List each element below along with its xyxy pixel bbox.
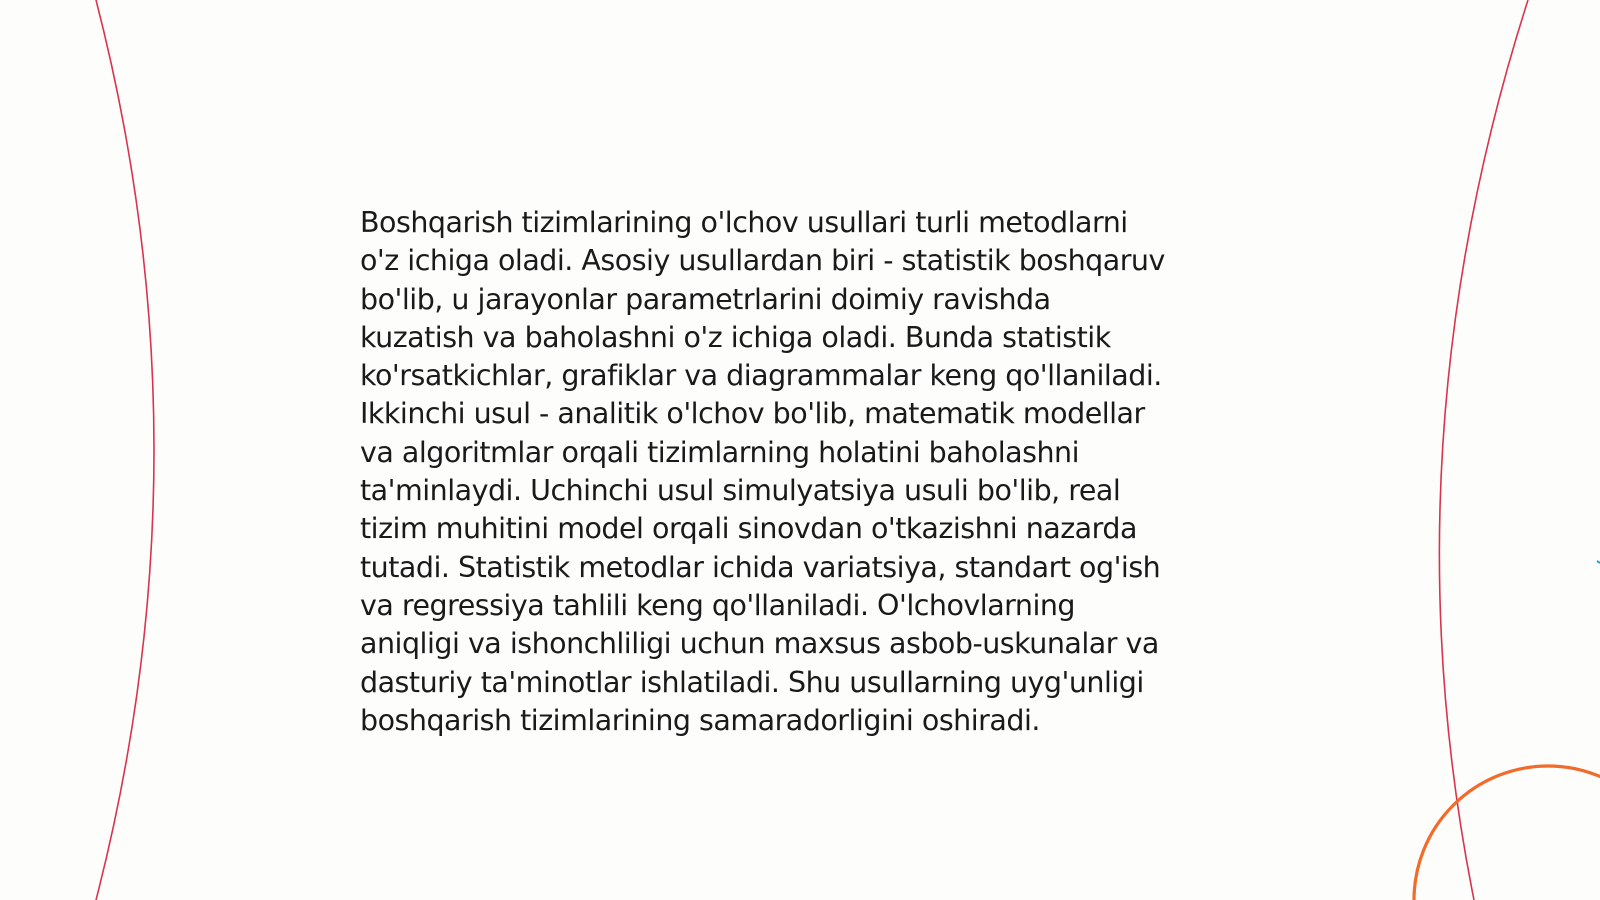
left-arc-decoration [96, 0, 154, 900]
corner-circle-decoration [1414, 766, 1600, 900]
right-arc-decoration [1439, 0, 1528, 900]
body-paragraph: Boshqarish tizimlarining o'lchov usullari turli metodlarni o'z ichiga oladi. Asosiy usullardan biri - statistik boshqaruv bo'lib, u jarayonlar parametrlarini doimiy ravishda kuzatish va baholashni o'z ichiga oladi. Bunda statistik ko'rsatkichlar, grafiklar va diagrammalar keng qo'llaniladi. Ikkinchi usul - analitik o'lchov bo'lib, matematik modellar va algoritmlar orqali tizimlarning holatini baholashni ta'minlaydi. Uchinchi usul simulyatsiya usuli bo'lib, real tizim muhitini model orqali sinovdan o'tkazishni nazarda tutadi. Statistik metodlar ichida variatsiya, standart og'ish va regressiya tahlili keng qo'llaniladi. O'lchovlarning aniqligi va ishonchliligi uchun maxsus asbob-uskunalar va dasturiy ta'minotlar ishlatiladi. Shu usullarning uyg'unligi boshqarish tizimlarining samaradorligini oshiradi. [360, 206, 1165, 737]
